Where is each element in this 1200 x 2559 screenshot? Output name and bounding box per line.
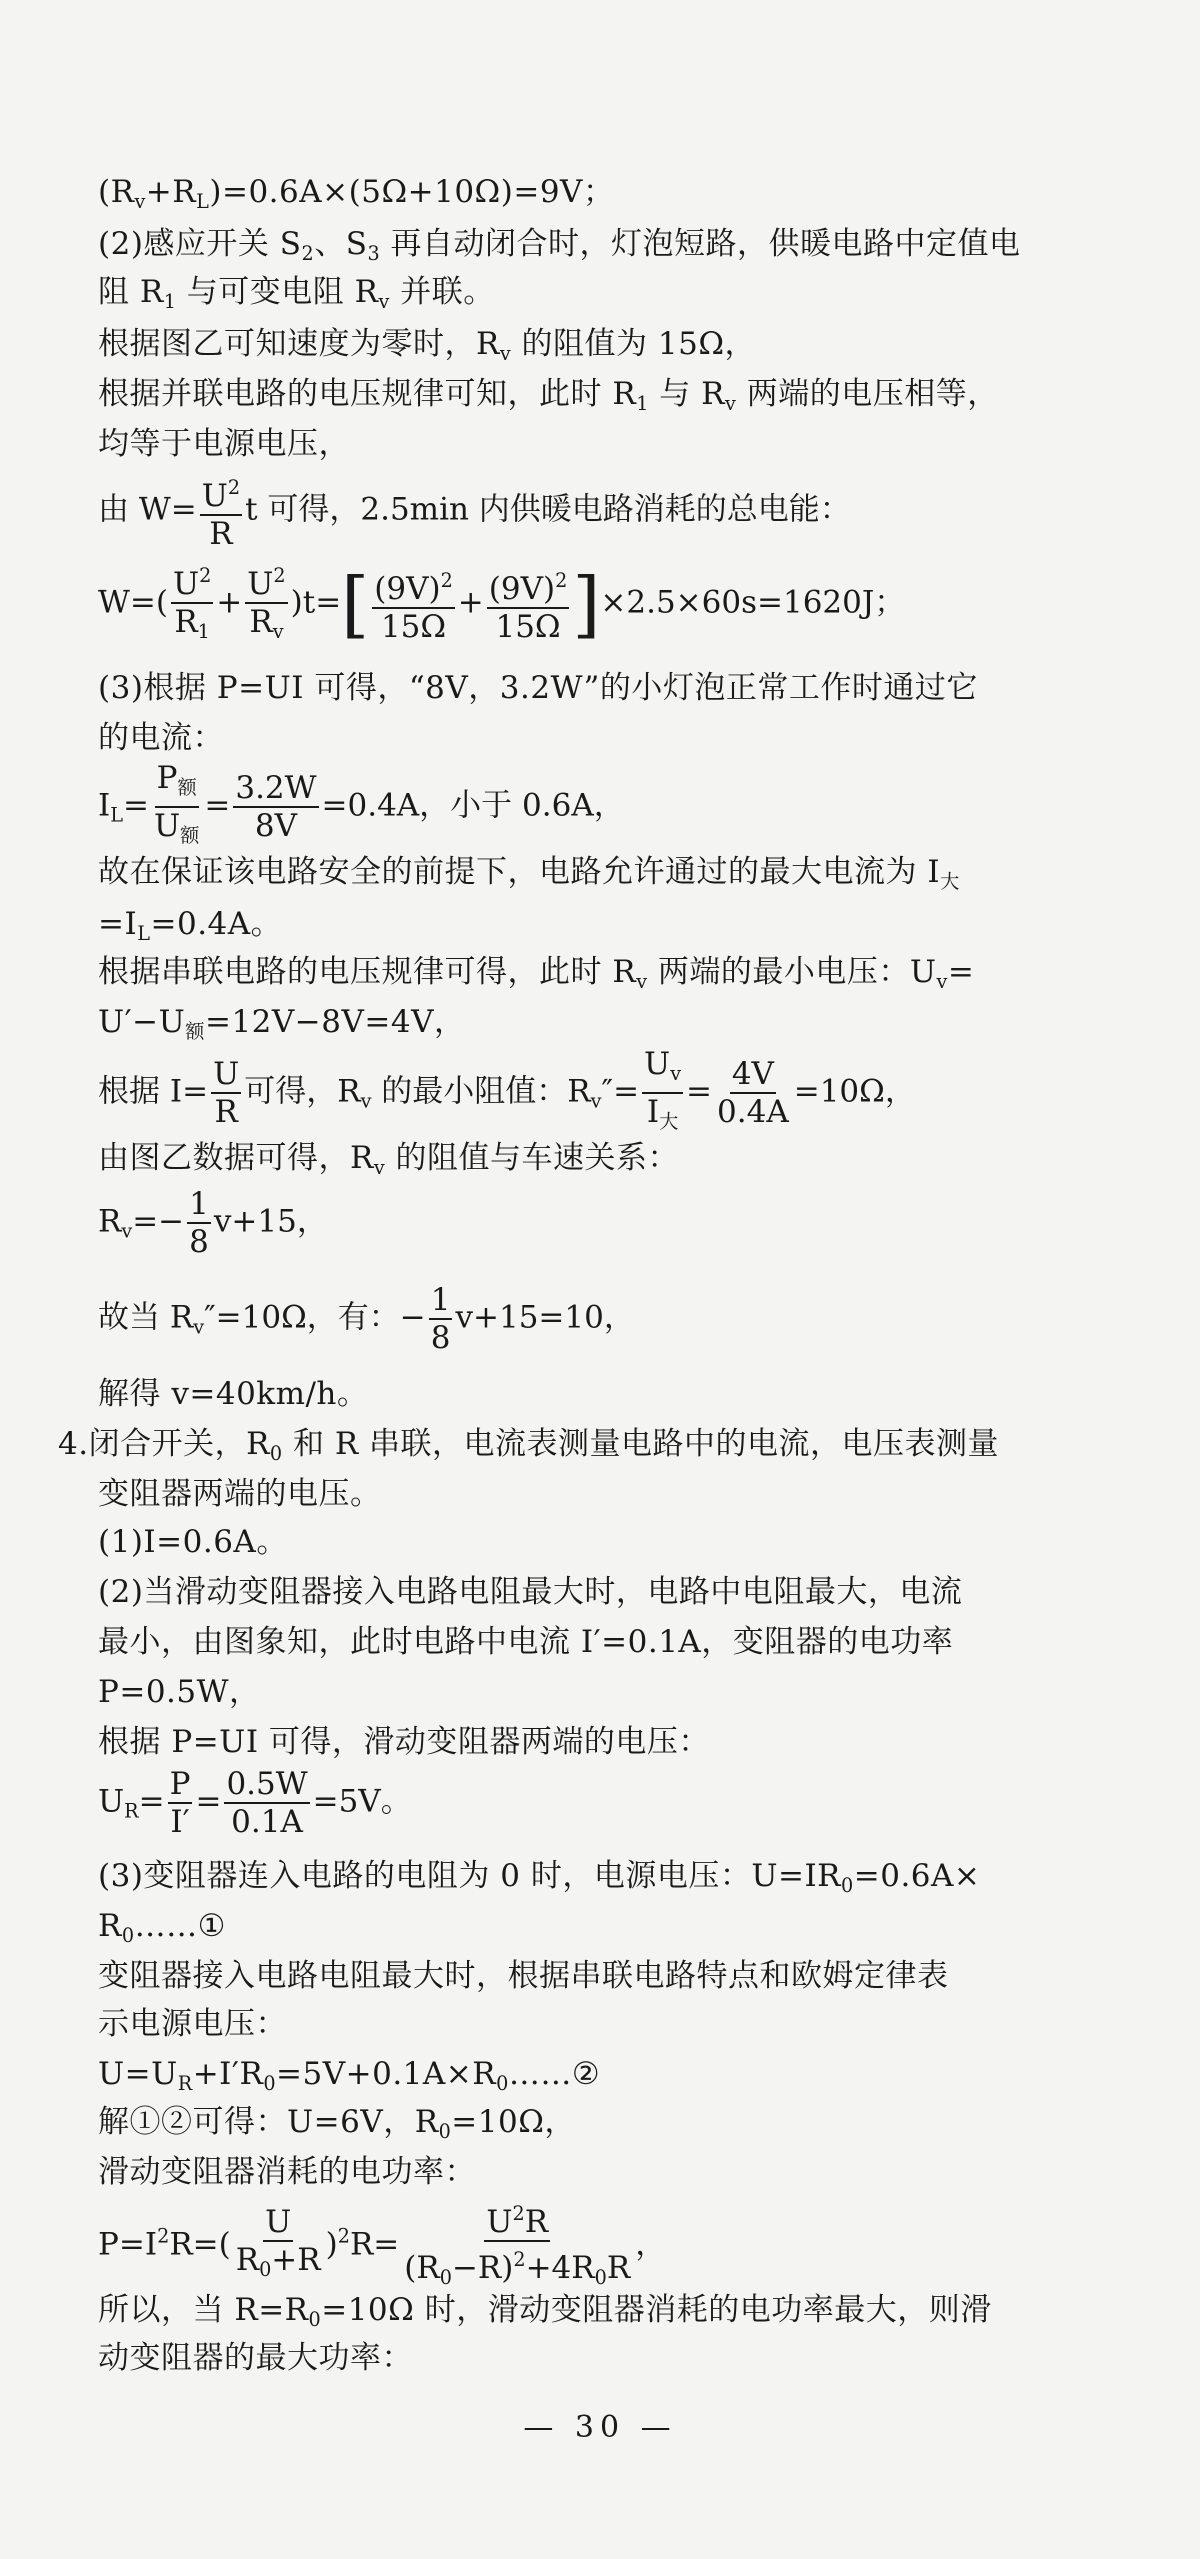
formula-voltage-ur: $U_R=$ $\frac{P}{I'}$ = $\frac{0.5W}{0.1A}$ =5V。 xyxy=(98,1766,412,1840)
text-line-30: $R_0\dots\dots ①$ xyxy=(98,1908,226,1947)
text-line-37: 所以，当 $R=R_0=10\Omega$ 时，滑动变阻器消耗的电功率最大，则滑 xyxy=(98,2292,992,2331)
text-line-3: 阻 $R_1$ 与可变电阻 $R_v$ 并联。 xyxy=(98,274,495,313)
text-line-23: (1)I=0.6A。 xyxy=(98,1524,288,1560)
text-line-26: P=0.5W， xyxy=(98,1674,261,1710)
formula-total-energy: W=( $\frac{U^2}{R_1}$ + $\frac{U^2}{R_v}$ )t=[ $\frac{(9V)^2}{15\Omega}$ + $\frac{(9V)^2}{15\Omega}$ ]×2.5×60s=1620J； xyxy=(98,558,905,650)
text-line-34: 解①②可得：U=6V，$R_0=10\Omega$， xyxy=(98,2104,576,2143)
text-line-31: 变阻器接入电路电阻最大时，根据串联电路特点和欧姆定律表 xyxy=(98,1958,949,1994)
text-line-29: (3)变阻器连入电路的电阻为 0 时，电源电压：$U=IR_0=0.6A\times$ xyxy=(98,1858,981,1897)
text-line-35: 滑动变阻器消耗的电功率： xyxy=(98,2154,476,2190)
text-line-6: 均等于电源电压， xyxy=(98,426,350,462)
text-line-27: 根据 P=UI 可得，滑动变阻器两端的电压： xyxy=(98,1724,710,1760)
text-line-14: 根据串联电路的电压规律可得，此时 $R_v$ 两端的最小电压：$U_v=$ xyxy=(98,954,975,993)
text-line-9: (3)根据 P=UI 可得，“8V，3.2W”的小灯泡正常工作时通过它 xyxy=(98,670,978,706)
text-line-5: 根据并联电路的电压规律可知，此时 $R_1$ 与 $R_v$ 两端的电压相等， xyxy=(98,376,999,415)
text-line-22: 变阻器两端的电压。 xyxy=(98,1476,382,1512)
text-line-2: (2)感应开关 $S_2$、$S_3$ 再自动闭合时，灯泡短路，供暖电路中定值电 xyxy=(98,226,1021,265)
formula-energy-w: 由 W= $\frac{U^2}{R}$ t 可得，2.5min 内供暖电路消耗的总电能： xyxy=(98,470,851,552)
text-line-4: 根据图乙可知速度为零时，$R_v$ 的阻值为 15Ω， xyxy=(98,326,757,365)
text-line-10: 的电流： xyxy=(98,720,224,756)
text-line-13: $=I_L=0.4A$。 xyxy=(98,906,283,945)
page-number: — 30 — xyxy=(523,2410,677,2445)
text-line-25: 最小，由图象知，此时电路中电流 I′=0.1A，变阻器的电功率 xyxy=(98,1624,954,1660)
text-line-1: $(R_v+R_L)=0.6A\times(5\Omega+10\Omega)=9V$； xyxy=(98,174,615,213)
text-line-32: 示电源电压： xyxy=(98,2006,287,2042)
text-line-24: (2)当滑动变阻器接入电路电阻最大时，电路中电阻最大，电流 xyxy=(98,1574,963,1610)
text-line-20: 解得 v=40km/h。 xyxy=(98,1376,369,1412)
formula-min-resistance: 根据 I= $\frac{U}{R}$ 可得，$R_v$ 的最小阻值：$R_v''=$ $\frac{U_v}{I_大}$ = $\frac{4V}{0.4A}$ =10Ω， xyxy=(98,1046,916,1133)
text-line-33: $U=U_R+I'R_0=5V+0.1A\times R_0\dots\dots ②$ xyxy=(98,2056,601,2095)
formula-rv-speed: $R_v=-$ $\frac{1}{8}$ v+15， xyxy=(98,1186,328,1260)
text-line-38: 动变阻器的最大功率： xyxy=(98,2340,413,2376)
text-line-12: 故在保证该电路安全的前提下，电路允许通过的最大电流为 $I_大$ xyxy=(98,854,960,893)
formula-rv-equation: 故当 $R_v''=10\Omega$，有：− $\frac{1}{8}$ v+15=10， xyxy=(98,1282,635,1356)
formula-power: $P=I^2R=$( $\frac{U}{R_0+R}$ )$^2$R= $\frac{U^2R}{(R_0-R)^2+4R_0R}$ ， xyxy=(98,2196,666,2296)
text-line-21: 4.闭合开关，$R_0$ 和 R 串联，电流表测量电路中的电流，电压表测量 xyxy=(58,1426,1000,1465)
formula-lamp-current: $I_L=$ $\frac{P_额}{U_额}$ = $\frac{3.2W}{8V}$ =0.4A，小于 0.6A， xyxy=(98,760,625,847)
text-line-17: 由图乙数据可得，$R_v$ 的阻值与车速关系： xyxy=(98,1140,680,1179)
text-line-15: $U'-U_额=12V-8V=4V$， xyxy=(98,1004,466,1043)
